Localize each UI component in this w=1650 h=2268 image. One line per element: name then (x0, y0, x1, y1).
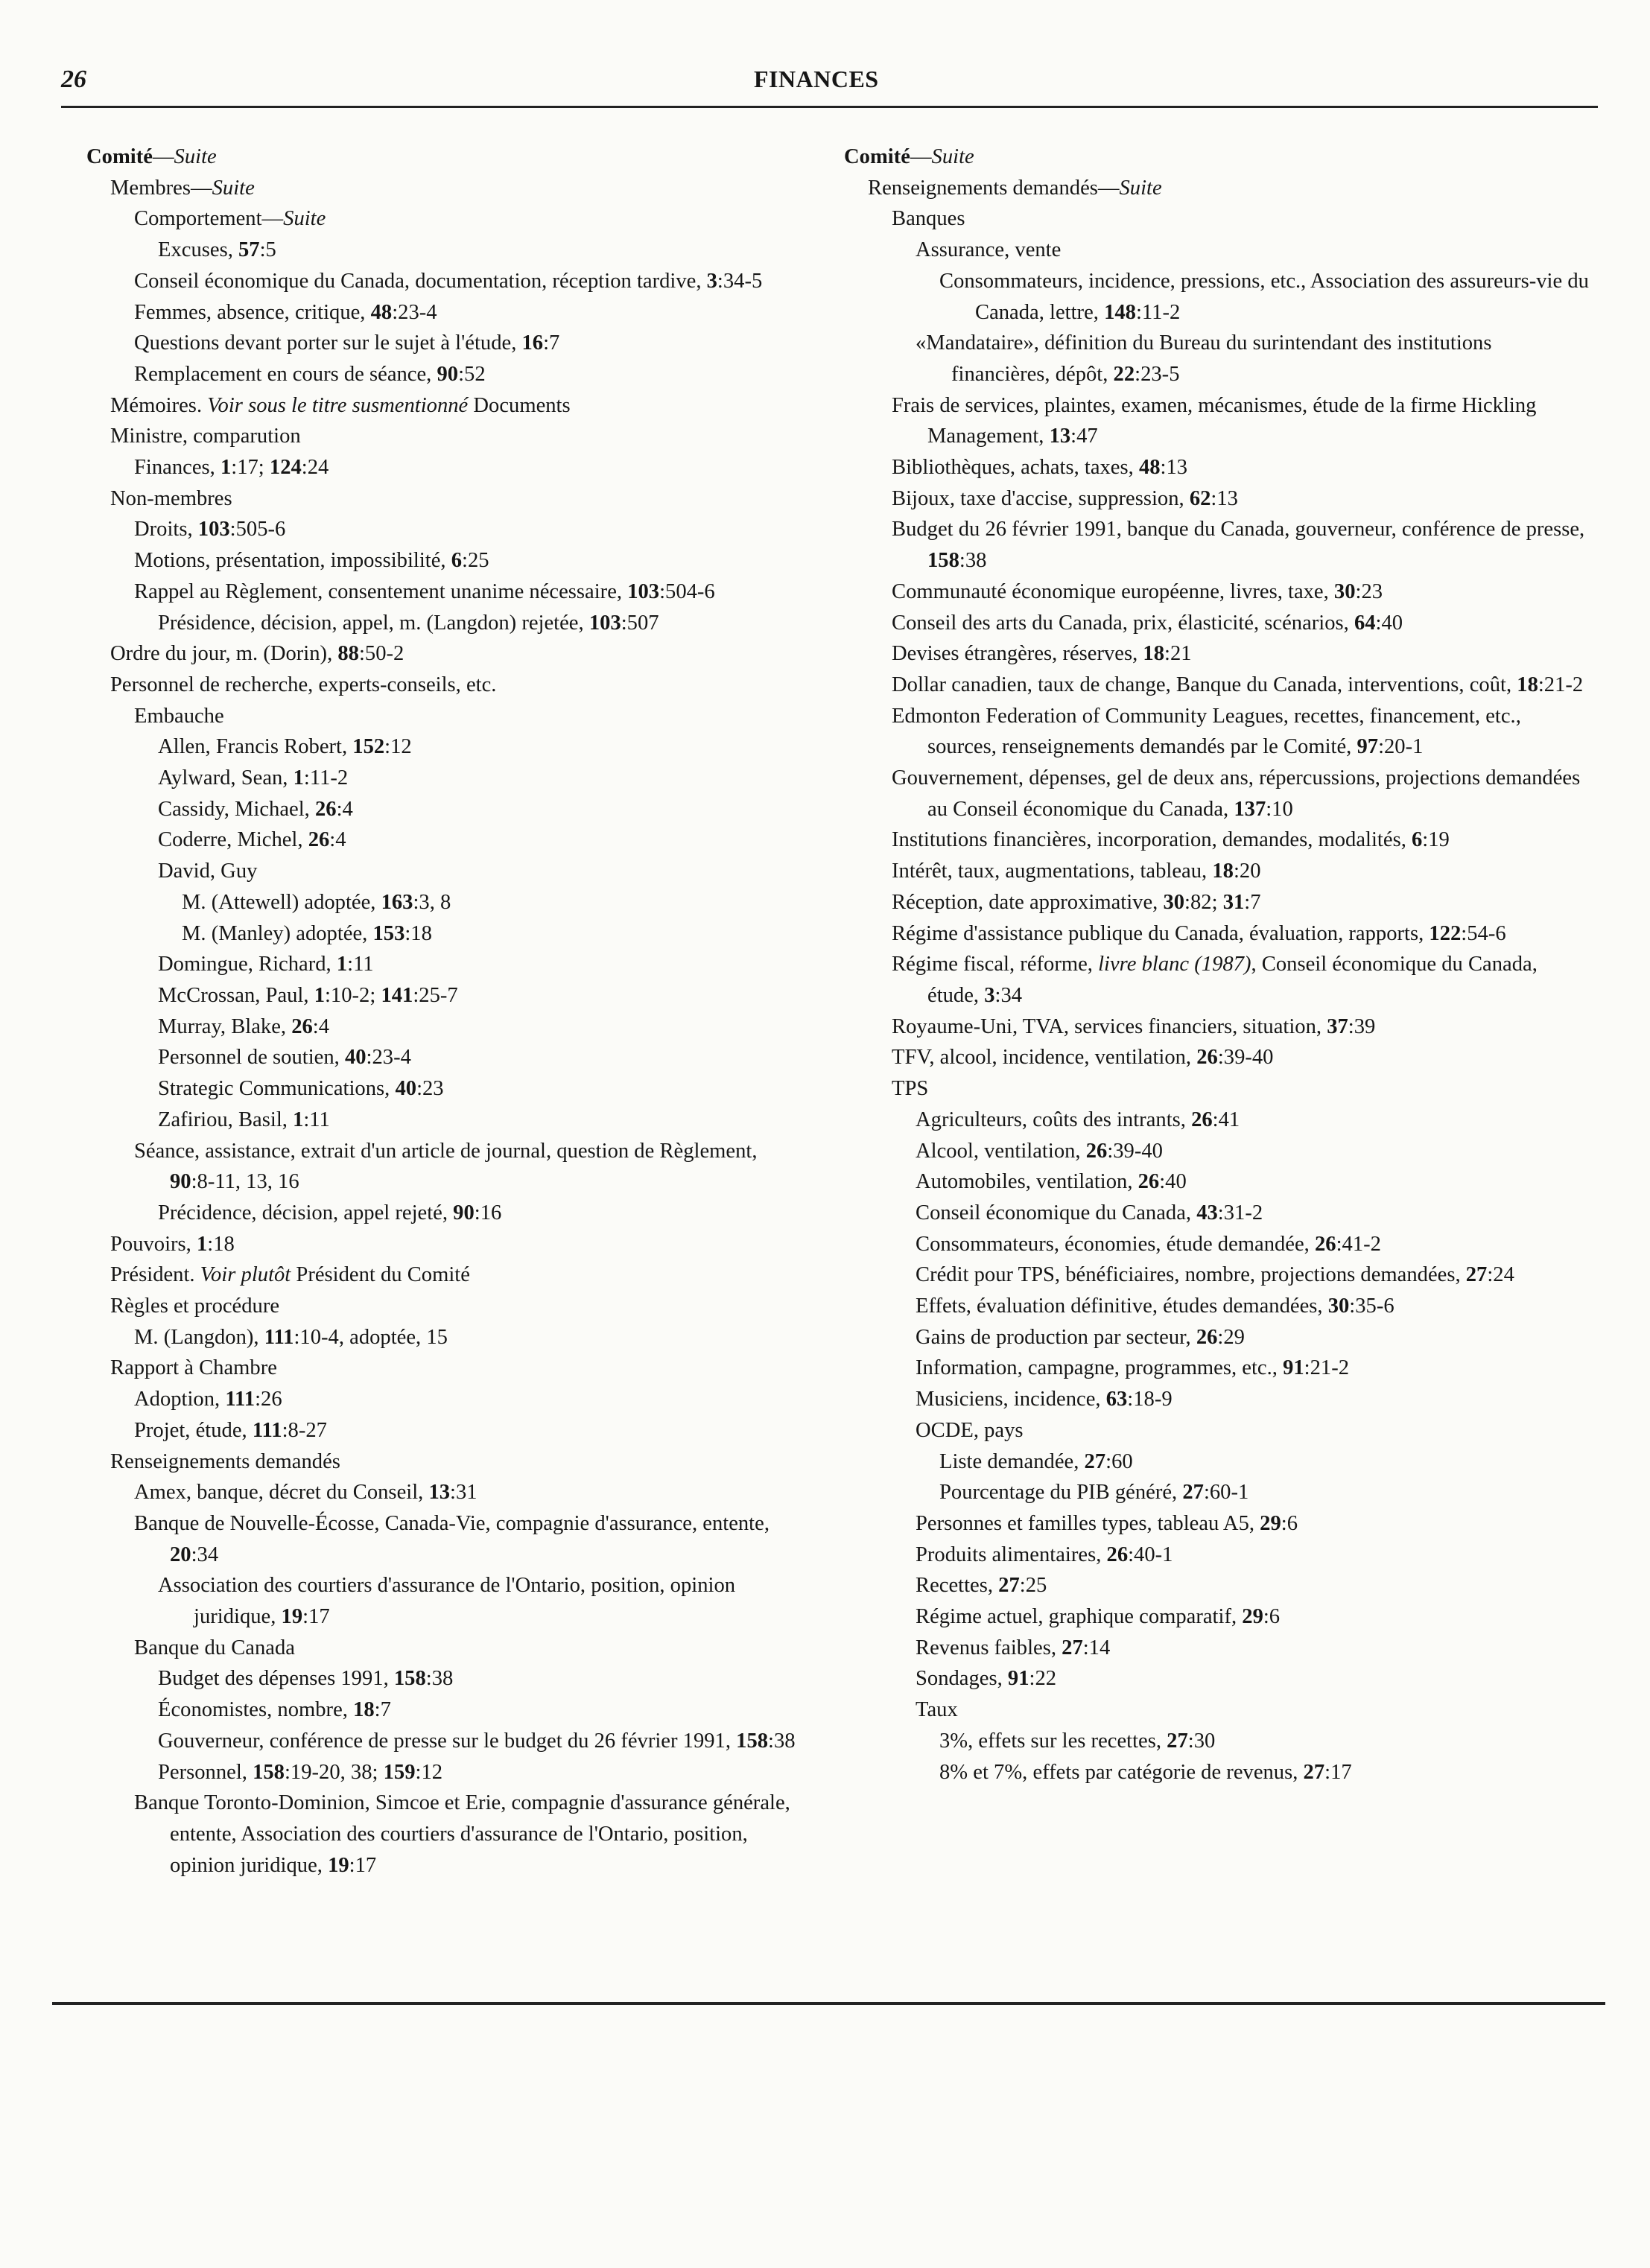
footer-rule (52, 2002, 1605, 2005)
left-index-entry: Association des courtiers d'assurance de l'Ontario, position, opinion juridique, 19:17 (158, 1574, 736, 1629)
left-index-entry: Allen, Francis Robert, 152:12 (158, 735, 412, 759)
left-index-entry: Renseignements demandés (110, 1449, 340, 1473)
right-index-entry: Intérêt, taux, augmentations, tableau, 18:20 (892, 860, 1261, 883)
left-index-entry: Conseil économique du Canada, documentation, réception tardive, 3:34-5 (134, 269, 763, 293)
left-index-entry: Droits, 103:505-6 (134, 518, 286, 541)
left-index-entry: Règles et procédure (110, 1295, 280, 1318)
right-index-entry: Edmonton Federation of Community Leagues, recettes, financement, etc., sources, renseignements demandés par le Comité, 97:20-1 (892, 704, 1521, 759)
right-index-entry: Dollar canadien, taux de change, Banque du Canada, interventions, coût, 18:21-2 (892, 673, 1584, 696)
left-index-entry: Comportement—Suite (134, 207, 326, 231)
left-index-entry: Comité—Suite (86, 145, 217, 168)
right-index-entry: Royaume-Uni, TVA, services financiers, situation, 37:39 (892, 1014, 1376, 1038)
left-index-entry: Aylward, Sean, 1:11-2 (158, 766, 349, 790)
left-index-entry: Personnel de recherche, experts-conseils, etc. (110, 673, 497, 696)
right-index-entry: Consommateurs, économies, étude demandée, 26:41-2 (916, 1232, 1381, 1256)
left-index-entry: Mémoires. Voir sous le titre susmentionné Documents (110, 393, 571, 417)
right-index-entry: Information, campagne, programmes, etc., 91:21-2 (916, 1356, 1350, 1380)
left-index-entry: Économistes, nombre, 18:7 (158, 1698, 391, 1722)
left-index-entry: Banque du Canada (134, 1636, 295, 1659)
left-index-entry: Banque de Nouvelle-Écosse, Canada-Vie, compagnie d'assurance, entente, 20:34 (134, 1511, 770, 1566)
running-head-title: FINANCES (754, 66, 879, 92)
left-index-entry: Projet, étude, 111:8-27 (134, 1418, 327, 1442)
left-index-entry: Embauche (134, 704, 224, 728)
right-index-entry: Musiciens, incidence, 63:18-9 (916, 1388, 1173, 1411)
right-index-entry: Assurance, vente (916, 238, 1062, 262)
left-index-entry: Personnel de soutien, 40:23-4 (158, 1046, 411, 1070)
left-index-entry: Zafiriou, Basil, 1:11 (158, 1108, 330, 1131)
right-index-entry: Alcool, ventilation, 26:39-40 (916, 1139, 1163, 1163)
left-index-entry: M. (Attewell) adoptée, 163:3, 8 (182, 890, 451, 914)
right-index-entry: Budget du 26 février 1991, banque du Canada, gouverneur, conférence de presse, 158:38 (892, 518, 1585, 573)
right-index-entry: Comité—Suite (844, 145, 974, 168)
right-index-entry: Institutions financières, incorporation, demandes, modalités, 6:19 (892, 828, 1450, 852)
right-index-entry: 8% et 7%, effets par catégorie de revenus, 27:17 (939, 1760, 1352, 1784)
right-index-entry: Sondages, 91:22 (916, 1667, 1057, 1691)
left-index-entry: Finances, 1:17; 124:24 (134, 456, 329, 480)
left-index-entry: Précidence, décision, appel rejeté, 90:16 (158, 1201, 502, 1224)
left-index-entry: Gouverneur, conférence de presse sur le budget du 26 février 1991, 158:38 (158, 1729, 796, 1753)
right-index-entry: Régime actuel, graphique comparatif, 29:6 (916, 1605, 1281, 1629)
right-index-entry: Renseignements demandés—Suite (868, 176, 1162, 200)
left-index-entry: Adoption, 111:26 (134, 1388, 282, 1411)
right-index-entry: Pourcentage du PIB généré, 27:60-1 (939, 1481, 1249, 1505)
right-index-entry: Crédit pour TPS, bénéficiaires, nombre, projections demandées, 27:24 (916, 1263, 1514, 1287)
left-index-entry: Budget des dépenses 1991, 158:38 (158, 1667, 454, 1691)
index-column-left (86, 142, 802, 1881)
right-index-entry: Bijoux, taxe d'accise, suppression, 62:13 (892, 486, 1238, 510)
right-index-entry: Recettes, 27:25 (916, 1574, 1047, 1598)
right-index-entry: Régime fiscal, réforme, livre blanc (1987), Conseil économique du Canada, étude, 3:34 (892, 953, 1538, 1007)
left-index-entry: David, Guy (158, 860, 258, 883)
right-index-entry: Frais de services, plaintes, examen, mécanismes, étude de la firme Hickling Management, 13:47 (892, 393, 1537, 448)
left-index-entry: M. (Manley) adoptée, 153:18 (182, 921, 432, 945)
left-index-entry: Ordre du jour, m. (Dorin), 88:50-2 (110, 642, 404, 666)
right-index-entry: Conseil des arts du Canada, prix, élasticité, scénarios, 64:40 (892, 611, 1403, 635)
right-index-entry: Banques (892, 207, 965, 231)
left-index-entry: Ministre, comparution (110, 425, 301, 448)
left-index-entry: Domingue, Richard, 1:11 (158, 953, 374, 976)
right-index-entry: Consommateurs, incidence, pressions, etc., Association des assureurs-vie du Canada, lettre, 148:11-2 (939, 269, 1589, 324)
left-index-entry: McCrossan, Paul, 1:10-2; 141:25-7 (158, 983, 458, 1007)
right-index-entry: Taux (916, 1698, 958, 1722)
left-index-entry: Remplacement en cours de séance, 90:52 (134, 362, 486, 386)
left-index-entry: Amex, banque, décret du Conseil, 13:31 (134, 1481, 477, 1505)
left-index-entry: Murray, Blake, 26:4 (158, 1014, 330, 1038)
right-index-entry: TPS (892, 1077, 929, 1101)
right-index-entry: OCDE, pays (916, 1418, 1024, 1442)
left-index-entry: Rappel au Règlement, consentement unanime nécessaire, 103:504-6 (134, 579, 715, 603)
page-header (61, 66, 1598, 104)
right-index-entry: Gouvernement, dépenses, gel de deux ans, répercussions, projections demandées au Conseil économique du Canada, 137:10 (892, 766, 1581, 821)
left-index-entry: Séance, assistance, extrait d'un article de journal, question de Règlement, 90:8-11, 13, 16 (134, 1139, 758, 1194)
left-index-entry: Rapport à Chambre (110, 1356, 277, 1380)
index-column-right (844, 142, 1589, 1788)
right-index-entry: TFV, alcool, incidence, ventilation, 26:39-40 (892, 1046, 1274, 1070)
right-index-entry: «Mandataire», définition du Bureau du surintendant des institutions financières, dépôt, 22:23-5 (916, 331, 1492, 386)
left-index-entry: Motions, présentation, impossibilité, 6:25 (134, 549, 489, 573)
right-index-entry: Automobiles, ventilation, 26:40 (916, 1170, 1187, 1194)
left-index-entry: Femmes, absence, critique, 48:23-4 (134, 300, 437, 324)
right-index-entry: Liste demandée, 27:60 (939, 1449, 1133, 1473)
right-index-entry: Gains de production par secteur, 26:29 (916, 1325, 1245, 1349)
left-index-entry: Excuses, 57:5 (158, 238, 276, 262)
right-index-entry: Devises étrangères, réserves, 18:21 (892, 642, 1192, 666)
left-index-entry: Personnel, 158:19-20, 38; 159:12 (158, 1760, 443, 1784)
header-rule (61, 106, 1598, 108)
left-index-entry: Questions devant porter sur le sujet à l'étude, 16:7 (134, 331, 560, 355)
right-index-entry: Produits alimentaires, 26:40-1 (916, 1543, 1173, 1566)
left-index-entry: Coderre, Michel, 26:4 (158, 828, 346, 852)
right-index-entry: Agriculteurs, coûts des intrants, 26:41 (916, 1108, 1240, 1131)
left-index-entry: Membres—Suite (110, 176, 255, 200)
left-index-entry: Président. Voir plutôt Président du Comité (110, 1263, 470, 1287)
page-number: 26 (61, 66, 86, 93)
left-index-entry: Non-membres (110, 486, 232, 510)
right-index-entry: 3%, effets sur les recettes, 27:30 (939, 1729, 1216, 1753)
left-index-entry: Présidence, décision, appel, m. (Langdon) rejetée, 103:507 (158, 611, 659, 635)
left-index-entry: Banque Toronto-Dominion, Simcoe et Erie, compagnie d'assurance générale, entente, Association des courtiers d'assurance de l'Ontario, position, opinion juridique, 19:17 (134, 1791, 790, 1877)
right-index-entry: Conseil économique du Canada, 43:31-2 (916, 1201, 1263, 1224)
right-index-entry: Effets, évaluation définitive, études demandées, 30:35-6 (916, 1295, 1394, 1318)
left-index-entry: Strategic Communications, 40:23 (158, 1077, 444, 1101)
right-index-entry: Régime d'assistance publique du Canada, évaluation, rapports, 122:54-6 (892, 921, 1506, 945)
left-index-entry: Cassidy, Michael, 26:4 (158, 797, 353, 821)
right-index-entry: Communauté économique européenne, livres, taxe, 30:23 (892, 579, 1383, 603)
right-index-entry: Réception, date approximative, 30:82; 31:7 (892, 890, 1261, 914)
left-index-entry: M. (Langdon), 111:10-4, adoptée, 15 (134, 1325, 448, 1349)
left-index-entry: Pouvoirs, 1:18 (110, 1232, 235, 1256)
right-index-entry: Revenus faibles, 27:14 (916, 1636, 1111, 1659)
right-index-entry: Bibliothèques, achats, taxes, 48:13 (892, 456, 1188, 480)
right-index-entry: Personnes et familles types, tableau A5, 29:6 (916, 1511, 1298, 1535)
